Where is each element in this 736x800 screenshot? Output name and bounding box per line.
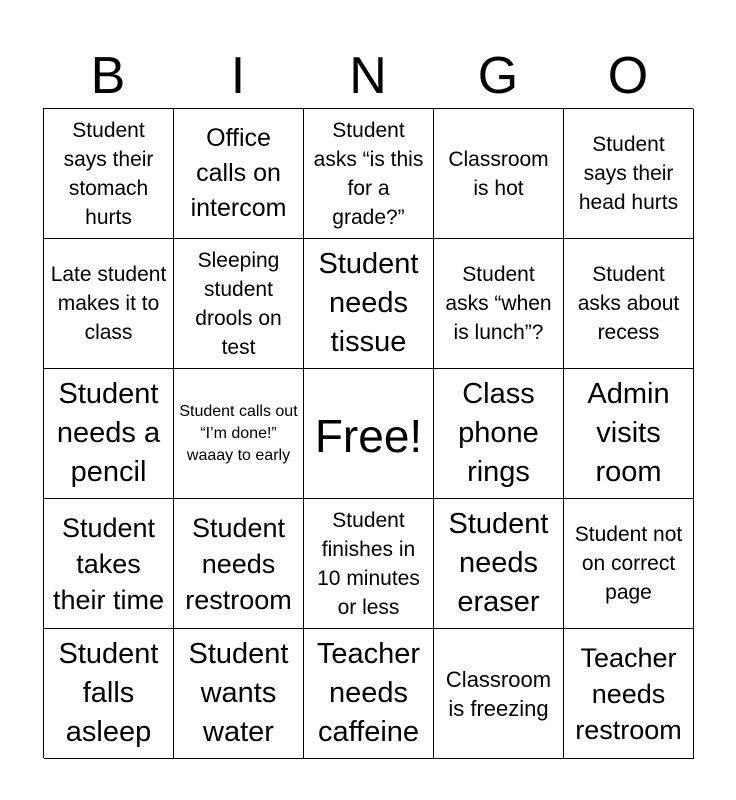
bingo-cell-text: Student needs restroom (185, 512, 292, 615)
bingo-cell-text: Student says their head hurts (578, 133, 679, 214)
bingo-cell-text: Late student makes it to class (50, 263, 167, 344)
bingo-cell-text: Student takes their time (52, 512, 165, 615)
bingo-cell-r4c1[interactable] (44, 499, 174, 629)
bingo-cell-text: Classroom is hot (448, 147, 549, 200)
bingo-cell-r1c4[interactable] (434, 109, 564, 239)
bingo-cell-text: Student wants water (188, 638, 289, 748)
bingo-cell-r5c4[interactable] (434, 629, 564, 759)
bingo-cell-r5c1[interactable] (44, 629, 174, 759)
bingo-cell-r3c2[interactable] (174, 369, 304, 499)
bingo-cell-r1c3[interactable] (304, 109, 434, 239)
bingo-cell-text: Student not on correct page (574, 523, 683, 604)
bingo-cell-text: Student asks “when is lunch”? (445, 263, 552, 344)
bingo-cell-r2c2[interactable] (174, 239, 304, 369)
bingo-cell-text: Class phone rings (458, 378, 539, 488)
bingo-cell-r4c4[interactable] (434, 499, 564, 629)
bingo-cell-text: Student asks “is this for a grade?” (313, 118, 424, 229)
bingo-cell-text: Student needs eraser (448, 508, 549, 618)
bingo-cell-r3c5[interactable] (564, 369, 694, 499)
bingo-cell-text: Student needs a pencil (56, 378, 161, 488)
bingo-cell-text: Admin visits room (587, 378, 670, 488)
header-letter-b: B (90, 47, 126, 105)
bingo-cell-r5c3[interactable] (304, 629, 434, 759)
header-letter-i: I (230, 47, 246, 105)
bingo-cell-text: Student says their stomach hurts (63, 118, 154, 229)
bingo-board (43, 108, 693, 758)
bingo-cell-text: Office calls on intercom (190, 124, 287, 222)
bingo-cell-text: Student falls asleep (58, 638, 159, 748)
bingo-cell-text: Teacher needs caffeine (316, 638, 421, 748)
bingo-cell-r2c1[interactable] (44, 239, 174, 369)
bingo-cell-r5c2[interactable] (174, 629, 304, 759)
bingo-header (43, 44, 693, 108)
bingo-cell-text: Student calls out “I’m done!” waaay to early (179, 402, 298, 464)
free-space-text: Free! (314, 409, 423, 462)
bingo-cell-r3c4[interactable] (434, 369, 564, 499)
bingo-cell-r4c3[interactable] (304, 499, 434, 629)
bingo-cell-r2c4[interactable] (434, 239, 564, 369)
bingo-cell-r5c5[interactable] (564, 629, 694, 759)
bingo-cell-r4c5[interactable] (564, 499, 694, 629)
bingo-cell-text: Classroom is freezing (445, 666, 552, 721)
header-letter-o: O (607, 47, 649, 105)
bingo-cell-r1c5[interactable] (564, 109, 694, 239)
bingo-cell-r2c3[interactable] (304, 239, 434, 369)
bingo-cell-r3c1[interactable] (44, 369, 174, 499)
bingo-cell-text: Sleeping student drools on test (195, 248, 282, 359)
bingo-cell-text: Student needs tissue (318, 248, 419, 358)
bingo-cell-text: Student finishes in 10 minutes or less (317, 508, 420, 619)
bingo-cell-r1c1[interactable] (44, 109, 174, 239)
bingo-cell-free[interactable] (304, 369, 434, 499)
bingo-cell-text: Student asks about recess (577, 263, 680, 344)
header-letter-g: G (477, 47, 519, 105)
bingo-cell-r1c2[interactable] (174, 109, 304, 239)
bingo-cell-r2c5[interactable] (564, 239, 694, 369)
bingo-cell-r4c2[interactable] (174, 499, 304, 629)
bingo-cell-text: Teacher needs restroom (575, 642, 682, 745)
header-letter-n: N (349, 47, 387, 105)
